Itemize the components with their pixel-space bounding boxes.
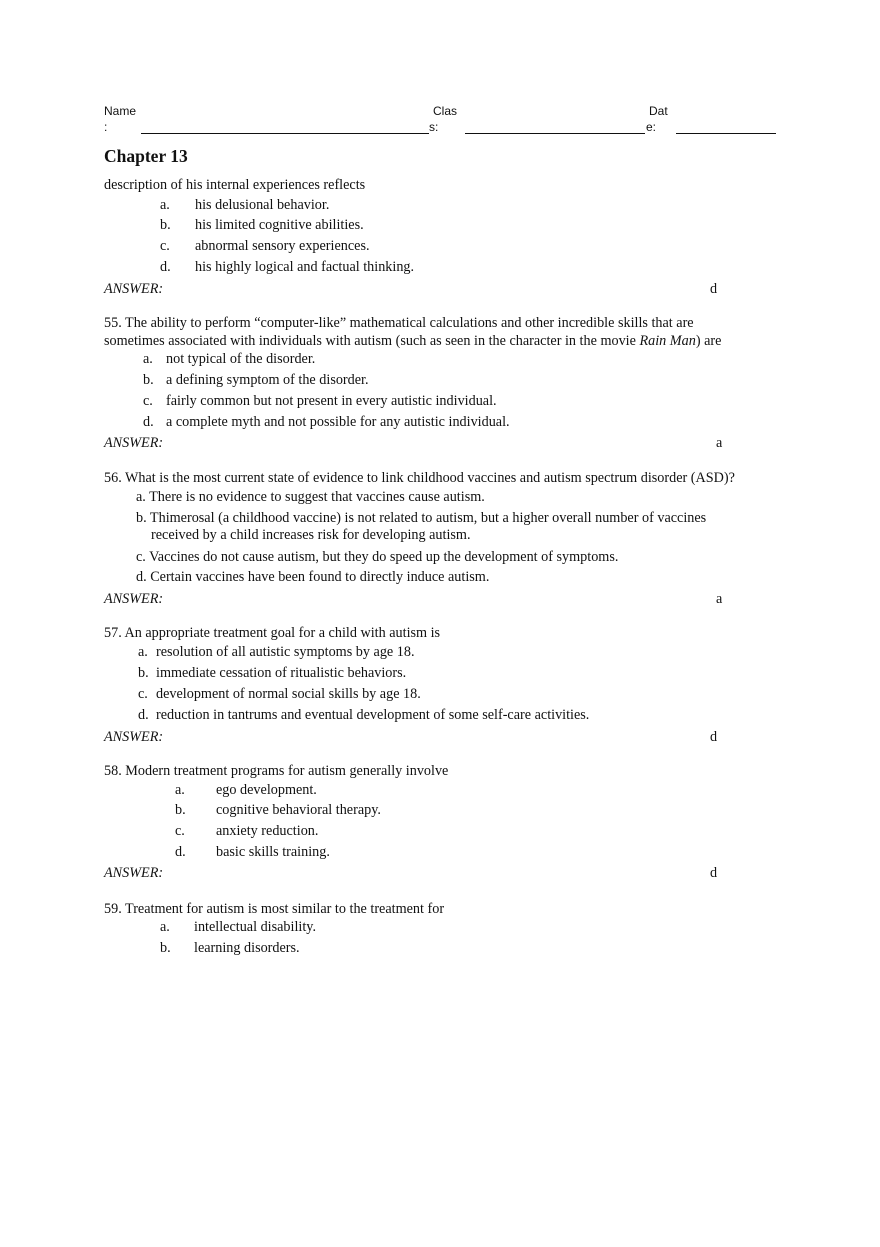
option-text: intellectual disability. [194,919,317,935]
stem-text: sometimes associated with individuals with autism (such as seen in the character in the movie [104,333,640,349]
option-text: fairly common but not present in every autistic individual. [166,393,497,409]
option-letter: a. [138,644,148,660]
question-stem: 55. The ability to perform “computer-like” mathematical calculations and other incredible skills that are [104,315,694,331]
option-text: ego development. [216,782,317,798]
option-letter: d. [143,414,154,430]
option-text: his highly logical and factual thinking. [195,259,415,275]
option: a. There is no evidence to suggest that vaccines cause autism. [136,489,485,505]
option-text: immediate cessation of ritualistic behaviors. [156,665,407,681]
option-letter: b. [138,665,149,681]
option-letter: d. [138,707,149,723]
option-text: his limited cognitive abilities. [195,217,364,233]
option-text: learning disorders. [194,940,300,956]
option-letter: b. [160,940,171,956]
option: c. Vaccines do not cause autism, but they do speed up the development of symptoms. [136,549,619,565]
option-letter: d. [160,259,171,275]
option-letter: b. [143,372,154,388]
question-stem: 56. What is the most current state of evidence to link childhood vaccines and autism spectrum disorder (ASD)? [104,470,735,486]
option-text: a defining symptom of the disorder. [166,372,369,388]
answer-value: d [710,729,718,745]
class-field[interactable] [465,133,645,134]
option-letter: a. [160,919,170,935]
answer-value: a [716,435,723,451]
question-stem: 59. Treatment for autism is most similar to the treatment for [104,901,445,917]
answer-value: a [716,591,723,607]
stem-text: ) are [695,333,722,349]
question-stem: description of his internal experiences reflects [104,177,366,193]
option: d. Certain vaccines have been found to directly induce autism. [136,569,490,585]
answer-value: d [710,865,718,881]
question-stem: 58. Modern treatment programs for autism generally involve [104,763,449,779]
option-letter: c. [143,393,153,409]
option-letter: b. [175,802,186,818]
name-label-colon: : [104,120,108,134]
option-text: development of normal social skills by age 18. [156,686,421,702]
movie-title: Rain Man [639,333,696,349]
option-letter: c. [138,686,148,702]
option-letter: d. [175,844,186,860]
date-label: Dat [649,104,668,118]
answer-label: ANSWER: [104,281,164,297]
chapter-title: Chapter 13 [104,146,188,166]
option-letter: a. [143,351,153,367]
option: b. Thimerosal (a childhood vaccine) is not related to autism, but a higher overall number of vaccines [136,510,707,526]
option-text: cognitive behavioral therapy. [216,802,381,818]
question-stem: 57. An appropriate treatment goal for a child with autism is [104,625,441,641]
answer-label: ANSWER: [104,435,164,451]
option-letter: a. [175,782,185,798]
option-continuation: received by a child increases risk for developing autism. [151,527,471,543]
name-label: Name [104,104,137,118]
option-letter: c. [160,238,170,254]
option-text: his delusional behavior. [195,197,330,213]
question-stem-line2 [104,332,721,350]
option-text: abnormal sensory experiences. [195,238,370,254]
answer-value: d [710,281,718,297]
date-field[interactable] [676,133,776,134]
answer-label: ANSWER: [104,591,164,607]
option-letter: c. [175,823,185,839]
class-label-colon: s: [429,120,439,134]
option-letter: b. [160,217,171,233]
option-text: basic skills training. [216,844,330,860]
option-text: a complete myth and not possible for any autistic individual. [166,414,510,430]
date-label-colon: e: [646,120,657,134]
name-field[interactable] [141,133,429,134]
option-letter: a. [160,197,170,213]
answer-label: ANSWER: [104,729,164,745]
class-label: Clas [433,104,458,118]
option-text: resolution of all autistic symptoms by age 18. [156,644,415,660]
option-text: reduction in tantrums and eventual development of some self-care activities. [156,707,590,723]
option-text: anxiety reduction. [216,823,319,839]
option-text: not typical of the disorder. [166,351,316,367]
answer-label: ANSWER: [104,865,164,881]
